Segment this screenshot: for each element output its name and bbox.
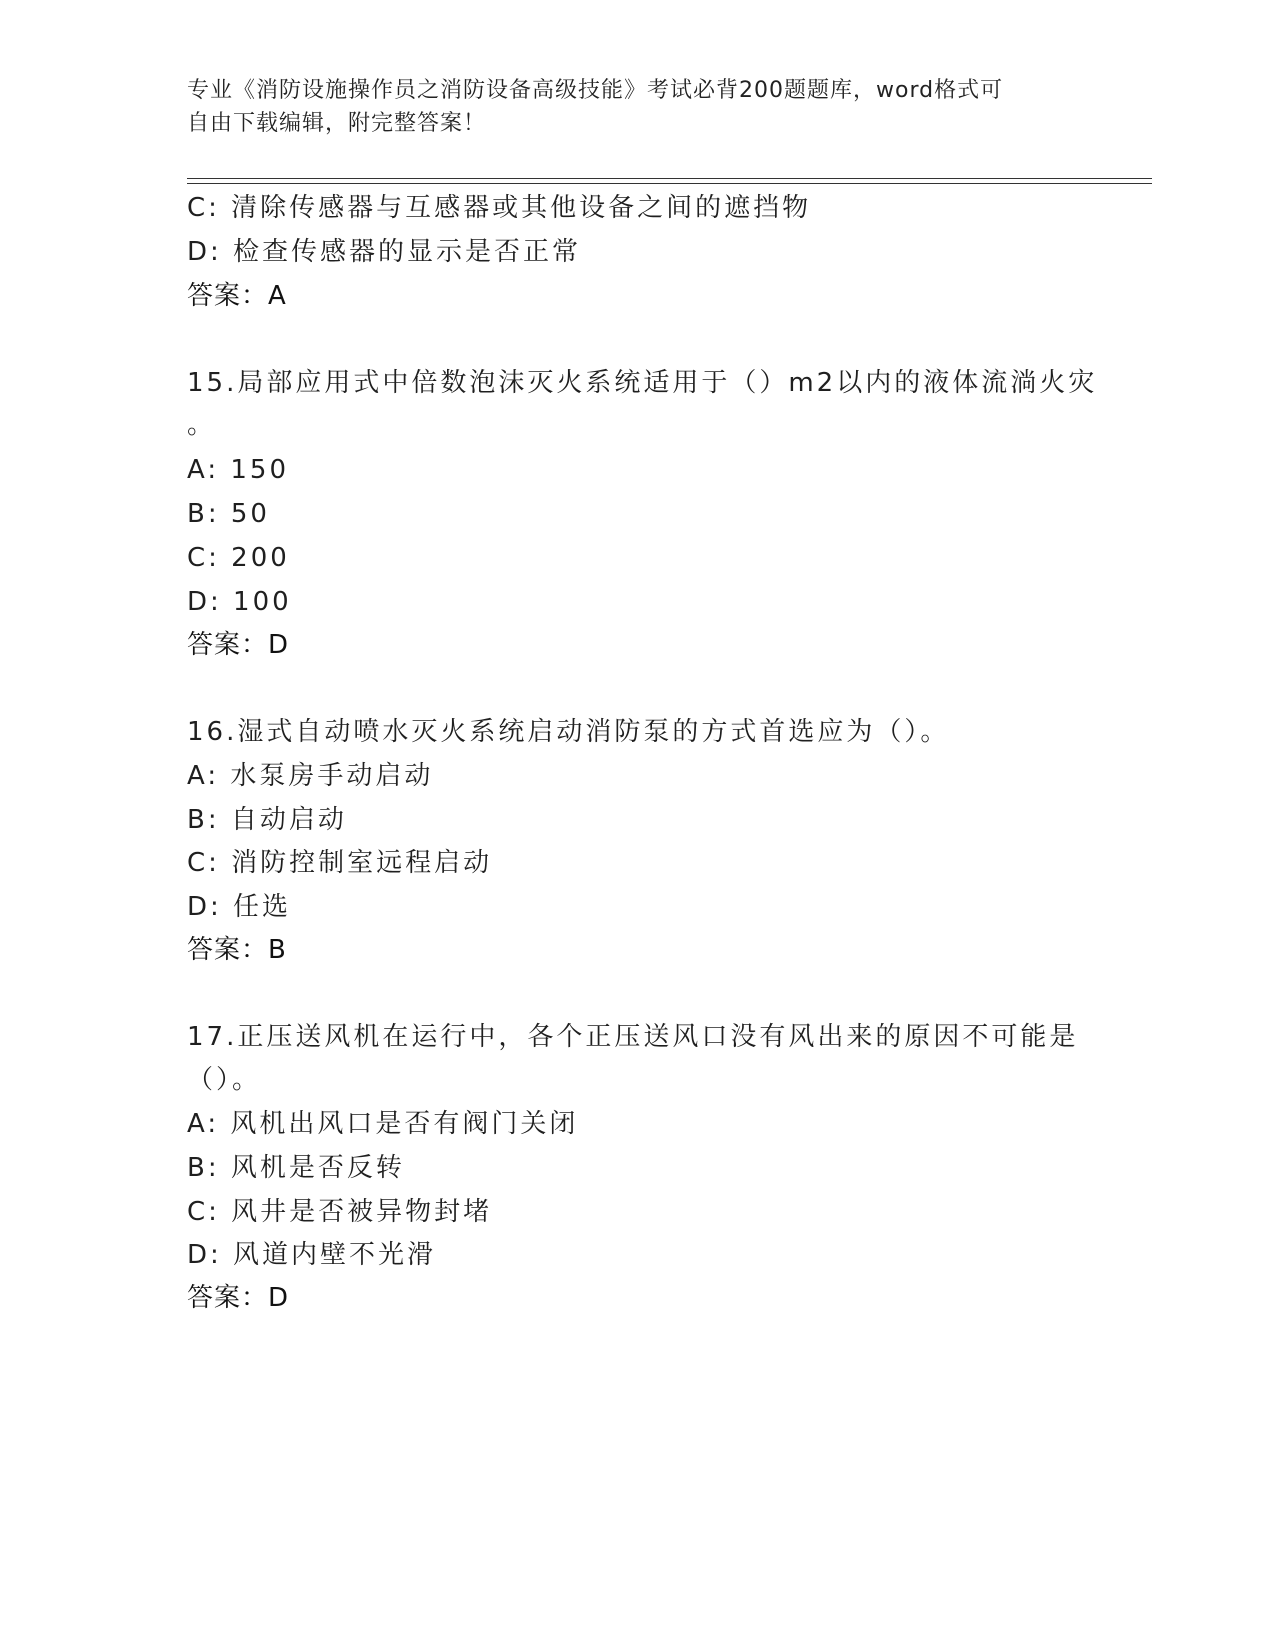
header-divider-top	[187, 178, 1152, 179]
question-15-stem-continuation: 。	[187, 410, 217, 440]
question-16-option-d: D: 任选	[187, 892, 292, 922]
question-17-option-a: A: 风机出风口是否有阀门关闭	[187, 1109, 579, 1139]
question-16-option-b: B: 自动启动	[187, 805, 347, 835]
question-15-option-b: B: 50	[187, 499, 270, 529]
header-title-line-2: 自由下载编辑，附完整答案！	[187, 111, 487, 136]
question-17-stem-continuation: （）。	[187, 1065, 262, 1095]
question-15-answer: 答案：D	[187, 630, 290, 660]
question-17-stem: 17.正压送风机在运行中，各个正压送风口没有风出来的原因不可能是	[187, 1022, 1079, 1052]
question-16-option-a: A: 水泵房手动启动	[187, 761, 434, 791]
question-15-option-c: C: 200	[187, 543, 290, 573]
question-15-stem: 15.局部应用式中倍数泡沫灭火系统适用于（）m2以内的液体流淌火灾	[187, 368, 1098, 398]
header-title-line-1: 专业《消防设施操作员之消防设备高级技能》考试必背200题题库，word格式可	[187, 78, 1004, 103]
question-17-option-d: D: 风道内壁不光滑	[187, 1240, 437, 1270]
header-divider-bottom	[187, 183, 1152, 184]
prev-option-c: C: 清除传感器与互感器或其他设备之间的遮挡物	[187, 193, 812, 223]
question-15-option-a: A: 150	[187, 455, 289, 485]
question-16-stem: 16.湿式自动喷水灭火系统启动消防泵的方式首选应为（）。	[187, 717, 950, 747]
prev-answer: 答案：A	[187, 281, 287, 311]
question-16-answer: 答案：B	[187, 935, 287, 965]
question-16-option-c: C: 消防控制室远程启动	[187, 848, 493, 878]
question-15-option-d: D: 100	[187, 587, 292, 617]
question-17-option-b: B: 风机是否反转	[187, 1153, 405, 1183]
document-header	[187, 74, 1067, 140]
question-17-option-c: C: 风井是否被异物封堵	[187, 1197, 493, 1227]
prev-option-d: D: 检查传感器的显示是否正常	[187, 237, 582, 267]
question-17-answer: 答案：D	[187, 1283, 290, 1313]
